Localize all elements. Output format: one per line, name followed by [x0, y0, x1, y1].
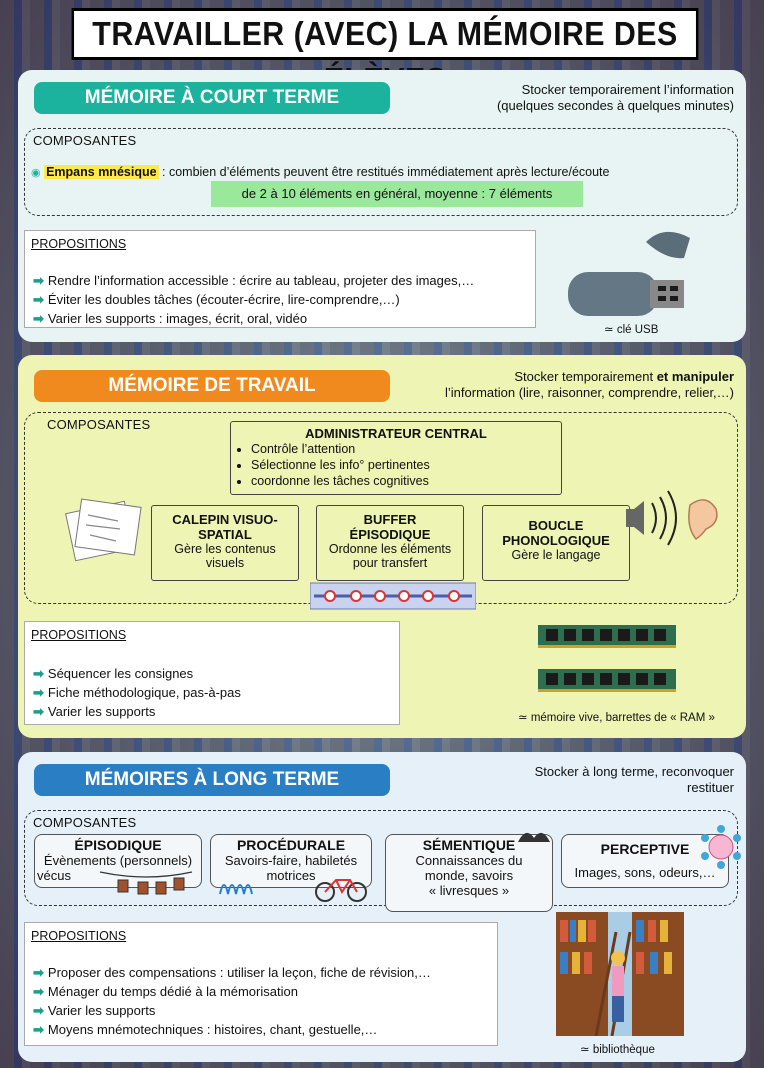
bullet-icon: ◉	[31, 167, 41, 179]
long-term-section	[18, 752, 746, 1062]
perceptive-card: PERCEPTIVE Images, sons, odeurs,…	[561, 834, 729, 888]
list-item: ➡ Varier les supports	[33, 1003, 156, 1018]
short-term-propositions	[24, 230, 536, 328]
spring-icon	[216, 870, 256, 900]
list-item: ➡ Moyens mnémotechniques : histoires, chant, gestuelle,…	[33, 1022, 378, 1037]
empan-text: : combien d’éléments peuvent être restitués immédiatement après lecture/écoute	[158, 165, 610, 179]
library-icon	[556, 912, 684, 1036]
working-memory-propositions	[24, 621, 400, 725]
short-term-section	[18, 70, 746, 342]
book-icon	[516, 824, 552, 846]
arrow-icon: ➡	[33, 273, 44, 288]
ear-sound-icon	[622, 483, 726, 553]
sequence-strip-icon	[310, 581, 476, 611]
long-term-caption: ≃ bibliothèque	[580, 1044, 655, 1056]
working-memory-description: Stocker temporairement et manipuler l’information (lire, raisonner, comprendre, relier,…)	[445, 369, 734, 400]
photo-garland-icon	[98, 866, 194, 914]
list-item: • Sélectionne les info° pertinentes	[251, 457, 561, 473]
arrow-icon: ➡	[33, 1003, 44, 1018]
list-item: • Contrôle l’attention	[251, 441, 561, 457]
arrow-icon: ➡	[33, 311, 44, 326]
working-memory-caption: ≃ mémoire vive, barrettes de « RAM »	[518, 712, 715, 724]
components-label: COMPOSANTES	[33, 815, 137, 830]
episodic-buffer-box: BUFFER ÉPISODIQUE Ordonne les éléments pour transfert	[316, 505, 464, 581]
short-term-heading: MÉMOIRE À COURT TERME	[34, 82, 390, 114]
papers-icon	[64, 493, 148, 569]
range-highlight: de 2 à 10 éléments en général, moyenne : 7 éléments	[211, 181, 583, 207]
list-item: ➡ Ménager du temps dédié à la mémorisation	[33, 984, 298, 999]
list-item: ➡ Rendre l’information accessible : écrire au tableau, projeter des images,…	[33, 273, 475, 288]
short-term-components	[24, 128, 738, 216]
propositions-label: PROPOSITIONS	[31, 628, 127, 642]
episodic-card: ÉPISODIQUE Évènements (personnels) vécus	[34, 834, 202, 888]
long-term-heading: MÉMOIRES À LONG TERME	[34, 764, 390, 796]
arrow-icon: ➡	[33, 704, 44, 719]
list-item: ➡ Varier les supports : images, écrit, oral, vidéo	[33, 311, 308, 326]
list-item: ➡ Fiche méthodologique, pas-à-pas	[33, 685, 241, 700]
list-item: ➡ Éviter les doubles tâches (écouter-écrire, lire-comprendre,…)	[33, 292, 400, 307]
visuospatial-sketchpad-box: CALEPIN VISUO- SPATIAL Gère les contenus visuels	[151, 505, 299, 581]
empan-term: Empans mnésique	[46, 165, 157, 179]
ram-module-icon	[538, 623, 678, 697]
brain-senses-icon	[698, 824, 744, 870]
components-label: COMPOSANTES	[47, 417, 151, 432]
long-term-description: Stocker à long terme, reconvoquer restituer	[534, 764, 734, 795]
arrow-icon: ➡	[33, 685, 44, 700]
propositions-label: PROPOSITIONS	[31, 237, 127, 251]
bicycle-icon	[314, 870, 368, 904]
empan-line	[31, 165, 609, 179]
central-executive-box	[230, 421, 562, 495]
short-term-description: Stocker temporairement l’information (quelques secondes à quelques minutes)	[496, 82, 734, 113]
components-label: COMPOSANTES	[33, 133, 137, 148]
list-item: • coordonne les tâches cognitives	[251, 473, 561, 489]
procedural-card: PROCÉDURALE Savoirs-faire, habiletés motrices	[210, 834, 372, 888]
usb-key-icon	[554, 224, 704, 320]
propositions-label: PROPOSITIONS	[31, 929, 127, 943]
arrow-icon: ➡	[33, 965, 44, 980]
arrow-icon: ➡	[33, 984, 44, 999]
arrow-icon: ➡	[33, 1022, 44, 1037]
long-term-propositions	[24, 922, 498, 1046]
semantic-card: SÉMENTIQUE Connaissances du monde, savoirs « livresques »	[385, 834, 553, 912]
working-memory-section	[18, 355, 746, 738]
phonological-loop-box: BOUCLE PHONOLOGIQUE Gère le langage	[482, 505, 630, 581]
list-item: ➡ Varier les supports	[33, 704, 156, 719]
page-title: TRAVAILLER (AVEC) LA MÉMOIRE DES	[71, 8, 698, 60]
arrow-icon: ➡	[33, 666, 44, 681]
short-term-caption: ≃ clé USB	[604, 324, 659, 336]
arrow-icon: ➡	[33, 292, 44, 307]
list-item: ➡ Séquencer les consignes	[33, 666, 194, 681]
list-item: ➡ Proposer des compensations : utiliser la leçon, fiche de révision,…	[33, 965, 431, 980]
working-memory-heading: MÉMOIRE DE TRAVAIL	[34, 370, 390, 402]
central-executive-title: ADMINISTRATEUR CENTRAL	[305, 426, 487, 441]
